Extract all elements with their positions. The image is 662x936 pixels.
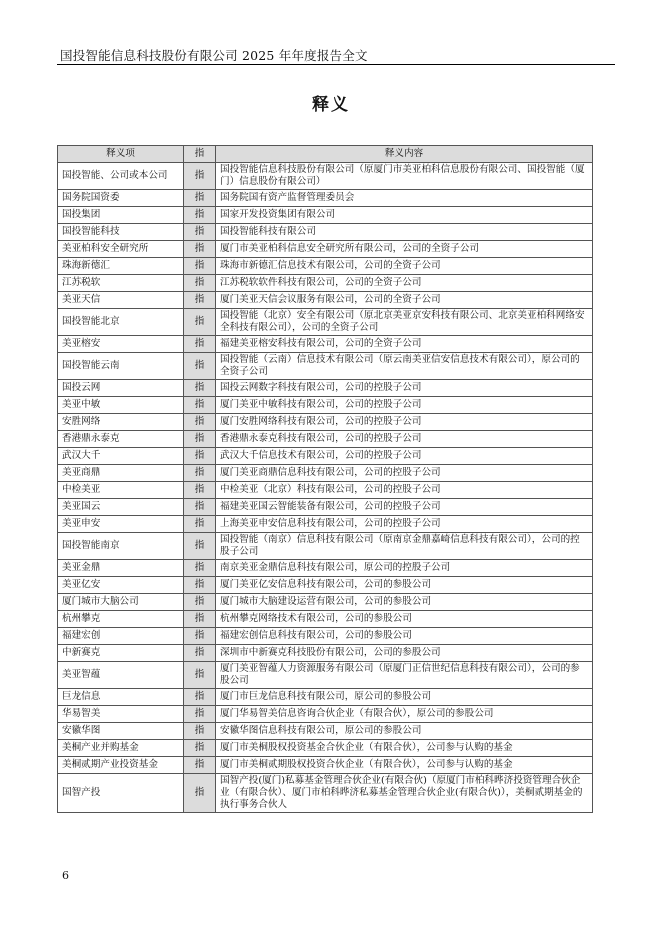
row-definition: 国家开发投资集团有限公司 — [216, 207, 593, 224]
row-symbol: 指 — [184, 241, 216, 258]
table-row — [58, 241, 593, 258]
table-row — [58, 465, 593, 482]
row-term: 武汉大千 — [58, 448, 184, 465]
table-row — [58, 224, 593, 241]
table-row — [58, 353, 593, 380]
row-definition: 南京美亚金鼎信息科技有限公司，原公司的控股子公司 — [216, 560, 593, 577]
header-definition: 释义内容 — [216, 146, 593, 163]
row-definition: 国投智能信息科技股份有限公司（原厦门市美亚柏科信息股份有限公司、国投智能（厦门）信息股份有限公司） — [216, 163, 593, 190]
row-symbol: 指 — [184, 611, 216, 628]
table-row — [58, 336, 593, 353]
row-term: 福建宏创 — [58, 628, 184, 645]
row-definition: 厦门安胜网络科技有限公司，公司的控股子公司 — [216, 414, 593, 431]
row-symbol: 指 — [184, 594, 216, 611]
table-row — [58, 560, 593, 577]
row-term: 国投云网 — [58, 380, 184, 397]
table-row — [58, 190, 593, 207]
row-symbol: 指 — [184, 380, 216, 397]
row-definition: 深圳市中新赛克科技股份有限公司，公司的参股公司 — [216, 645, 593, 662]
row-symbol: 指 — [184, 190, 216, 207]
row-term: 美亚天信 — [58, 292, 184, 309]
row-definition: 国投智能（云南）信息技术有限公司（原云南美亚信安信息技术有限公司），原公司的全资子公司 — [216, 353, 593, 380]
row-symbol: 指 — [184, 499, 216, 516]
row-definition: 国投智能（北京）安全有限公司（原北京美亚京安科技有限公司、北京美亚柏科网络安全科技有限公司），公司的全资子公司 — [216, 309, 593, 336]
row-term: 国投智能科技 — [58, 224, 184, 241]
table-row — [58, 662, 593, 689]
row-term: 国投集团 — [58, 207, 184, 224]
table-row — [58, 706, 593, 723]
table-row — [58, 258, 593, 275]
row-symbol: 指 — [184, 689, 216, 706]
row-term: 香港鼎永泰克 — [58, 431, 184, 448]
row-term: 美亚柏科安全研究所 — [58, 241, 184, 258]
row-symbol: 指 — [184, 275, 216, 292]
row-symbol: 指 — [184, 397, 216, 414]
row-symbol: 指 — [184, 163, 216, 190]
row-definition: 厦门市美桐贰期股权投资合伙企业（有限合伙），公司参与认购的基金 — [216, 757, 593, 774]
row-term: 国投智能、公司或本公司 — [58, 163, 184, 190]
row-term: 安胜网络 — [58, 414, 184, 431]
row-symbol: 指 — [184, 560, 216, 577]
table-row — [58, 577, 593, 594]
table-row — [58, 645, 593, 662]
row-term: 安徽华图 — [58, 723, 184, 740]
row-term: 厦门城市大脑公司 — [58, 594, 184, 611]
table-row — [58, 414, 593, 431]
row-term: 巨龙信息 — [58, 689, 184, 706]
row-symbol: 指 — [184, 309, 216, 336]
row-term: 国智产投 — [58, 774, 184, 813]
row-term: 美亚申安 — [58, 516, 184, 533]
table-row — [58, 723, 593, 740]
row-term: 国务院国资委 — [58, 190, 184, 207]
table-row — [58, 499, 593, 516]
row-definition: 厦门美亚亿安信息科技有限公司，公司的参股公司 — [216, 577, 593, 594]
row-symbol: 指 — [184, 516, 216, 533]
row-definition: 厦门华易智美信息咨询合伙企业（有限合伙），原公司的参股公司 — [216, 706, 593, 723]
row-symbol: 指 — [184, 482, 216, 499]
table-row — [58, 448, 593, 465]
row-term: 华易智美 — [58, 706, 184, 723]
row-definition: 国投智能科技有限公司 — [216, 224, 593, 241]
table-row — [58, 397, 593, 414]
row-term: 美桐产业并购基金 — [58, 740, 184, 757]
row-definition: 国智产投(厦门)私募基金管理合伙企业(有限合伙)（原厦门市柏科晔济投资管理合伙企业（有限合伙）、厦门市柏科晔济私募基金管理合伙企业(有限合伙)），美桐贰期基金的执行事务合伙人 — [216, 774, 593, 813]
row-definition: 国投智能（南京）信息科技有限公司（原南京金鼎嘉崎信息科技有限公司），公司的控股子公司 — [216, 533, 593, 560]
row-term: 美亚亿安 — [58, 577, 184, 594]
header-symbol: 指 — [184, 146, 216, 163]
row-symbol: 指 — [184, 533, 216, 560]
row-term: 美亚榕安 — [58, 336, 184, 353]
table-row — [58, 292, 593, 309]
table-row — [58, 516, 593, 533]
page-title: 释义 — [312, 95, 350, 115]
row-definition: 上海美亚申安信息科技有限公司，公司的控股子公司 — [216, 516, 593, 533]
table-row — [58, 482, 593, 499]
row-definition: 厦门市巨龙信息科技有限公司，原公司的参股公司 — [216, 689, 593, 706]
table-row — [58, 380, 593, 397]
row-symbol: 指 — [184, 258, 216, 275]
row-term: 国投智能北京 — [58, 309, 184, 336]
row-definition: 厦门美亚商鼎信息科技有限公司，公司的控股子公司 — [216, 465, 593, 482]
row-definition: 福建美亚榕安科技有限公司，公司的全资子公司 — [216, 336, 593, 353]
row-symbol: 指 — [184, 448, 216, 465]
row-symbol: 指 — [184, 414, 216, 431]
table-row — [58, 740, 593, 757]
row-definition: 杭州攀克网络技术有限公司，公司的参股公司 — [216, 611, 593, 628]
row-definition: 安徽华图信息科技有限公司，原公司的参股公司 — [216, 723, 593, 740]
row-definition: 福建宏创信息科技有限公司，公司的参股公司 — [216, 628, 593, 645]
row-symbol: 指 — [184, 628, 216, 645]
row-symbol: 指 — [184, 740, 216, 757]
row-term: 珠海新德汇 — [58, 258, 184, 275]
row-symbol: 指 — [184, 353, 216, 380]
row-definition: 香港鼎永泰克科技有限公司，公司的控股子公司 — [216, 431, 593, 448]
row-definition: 厦门美亚天信会议服务有限公司，公司的全资子公司 — [216, 292, 593, 309]
row-symbol: 指 — [184, 757, 216, 774]
row-symbol: 指 — [184, 706, 216, 723]
row-term: 美亚金鼎 — [58, 560, 184, 577]
row-term: 杭州攀克 — [58, 611, 184, 628]
row-term: 国投智能云南 — [58, 353, 184, 380]
row-definition: 厦门美亚智蕴人力资源服务有限公司（原厦门正信世纪信息科技有限公司），公司的参股公司 — [216, 662, 593, 689]
table-row — [58, 774, 593, 813]
table-row — [58, 611, 593, 628]
table-row — [58, 628, 593, 645]
table-row — [58, 533, 593, 560]
row-definition: 厦门美亚中敏科技有限公司，公司的控股子公司 — [216, 397, 593, 414]
row-definition: 厦门城市大脑建设运营有限公司，公司的参股公司 — [216, 594, 593, 611]
row-symbol: 指 — [184, 645, 216, 662]
row-symbol: 指 — [184, 207, 216, 224]
row-symbol: 指 — [184, 662, 216, 689]
row-definition: 厦门市美亚柏科信息安全研究所有限公司，公司的全资子公司 — [216, 241, 593, 258]
row-definition: 江苏税软软件科技有限公司，公司的全资子公司 — [216, 275, 593, 292]
row-symbol: 指 — [184, 224, 216, 241]
row-symbol: 指 — [184, 774, 216, 813]
table-row — [58, 689, 593, 706]
row-definition: 福建美亚国云智能装备有限公司，公司的控股子公司 — [216, 499, 593, 516]
definitions-table — [57, 145, 593, 813]
row-definition: 国务院国有资产监督管理委员会 — [216, 190, 593, 207]
header-term: 释义项 — [58, 146, 184, 163]
row-term: 美桐贰期产业投资基金 — [58, 757, 184, 774]
header-divider — [57, 64, 615, 65]
row-term: 美亚智蕴 — [58, 662, 184, 689]
report-header: 国投智能信息科技股份有限公司 2025 年年度报告全文 — [60, 48, 368, 63]
table-row — [58, 431, 593, 448]
page-number: 6 — [62, 869, 69, 882]
table-row — [58, 275, 593, 292]
table-row — [58, 163, 593, 190]
row-term: 国投智能南京 — [58, 533, 184, 560]
table-row — [58, 594, 593, 611]
row-symbol: 指 — [184, 431, 216, 448]
row-definition: 珠海市新德汇信息技术有限公司，公司的全资子公司 — [216, 258, 593, 275]
row-term: 美亚国云 — [58, 499, 184, 516]
row-definition: 武汉大千信息技术有限公司，公司的控股子公司 — [216, 448, 593, 465]
table-row — [58, 757, 593, 774]
row-definition: 国投云网数字科技有限公司，公司的控股子公司 — [216, 380, 593, 397]
row-symbol: 指 — [184, 465, 216, 482]
row-symbol: 指 — [184, 723, 216, 740]
row-term: 美亚中敏 — [58, 397, 184, 414]
row-term: 中检美亚 — [58, 482, 184, 499]
row-symbol: 指 — [184, 577, 216, 594]
row-term: 中新赛克 — [58, 645, 184, 662]
row-term: 美亚商鼎 — [58, 465, 184, 482]
table-row — [58, 309, 593, 336]
row-symbol: 指 — [184, 292, 216, 309]
row-definition: 中检美亚（北京）科技有限公司，公司的控股子公司 — [216, 482, 593, 499]
row-term: 江苏税软 — [58, 275, 184, 292]
row-definition: 厦门市美桐股权投资基金合伙企业（有限合伙），公司参与认购的基金 — [216, 740, 593, 757]
table-header-row — [58, 146, 593, 163]
row-symbol: 指 — [184, 336, 216, 353]
table-row — [58, 207, 593, 224]
